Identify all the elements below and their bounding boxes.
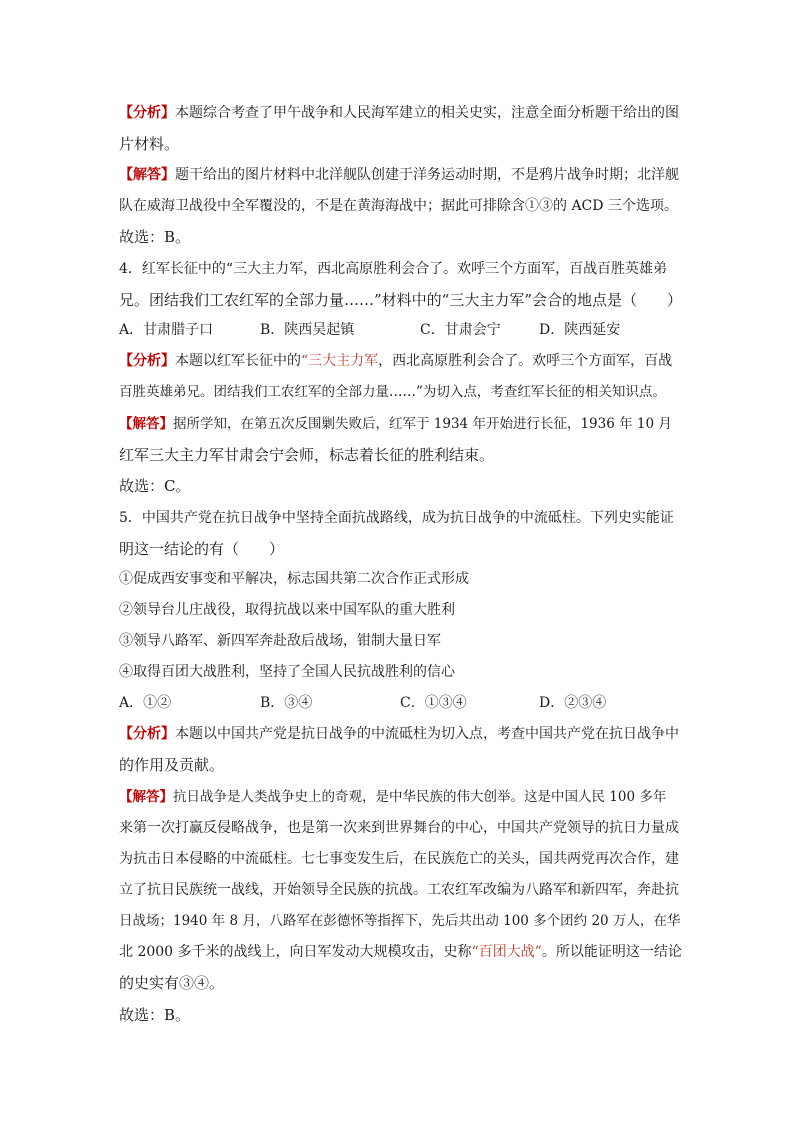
q4-analysis-line-1: 【分析】本题以红军长征中的“三大主力军，西北高原胜利会合了。欢呼三个方面军，百战 — [119, 353, 673, 369]
q3-analysis-line-2: 片材料。 — [119, 135, 180, 153]
q5-answer-line-2: 来第一次打赢反侵略战争，也是第一次来到世界舞台的中心，中国共产党领导的抗日力量成 — [119, 820, 679, 836]
q5-option-a: A．①② — [119, 695, 172, 711]
q4-analysis-line-2: 百胜英雄弟兄。团结我们工农红军的全部力量……”为切入点，考查红军长征的相关知识点。 — [119, 384, 666, 400]
q4-option-a: A．甘肃腊子口 — [119, 322, 214, 338]
q5-option-d: D．②③④ — [539, 695, 607, 711]
q4-answer-line-1: 【解答】据所学知，在第五次反围剿失败后，红军于 1934 年开始进行长征，1936 年 10 月 — [119, 416, 672, 432]
q4-stem-line-2: 兄。团结我们工农红军的全部力量……”材料中的“三大主力军”会合的地点是（ ） — [119, 291, 683, 309]
q3-analysis-line-1: 【分析】本题综合考查了甲午战争和人民海军建立的相关史实，注意全面分析题干给出的图 — [119, 105, 679, 121]
highlight-quote: “三大主力军 — [301, 353, 379, 369]
q3-result: 故选：B。 — [119, 228, 191, 246]
q5-answer-line-6: 北 2000 多千米的战线上，向日军发动大规模攻击，史称“百团大战”。所以能证明这一结论 — [119, 944, 682, 960]
q5-result: 故选：B。 — [119, 1006, 191, 1024]
analysis-label: 【分析】 — [119, 105, 175, 121]
q5-answer-line-3: 为抗击日本侵略的中流砥柱。七七事变发生后，在民族危亡的关头，国共两党再次合作，建 — [119, 851, 679, 867]
q5-analysis-line-2: 的作用及贡献。 — [119, 756, 225, 774]
q5-stem-line-1: 5．中国共产党在抗日战争中坚持全面抗战路线，成为抗日战争的中流砥柱。下列史实能证 — [119, 510, 674, 526]
q5-answer-line-5: 日战场；1940 年 8 月，八路军在彭德怀等指挥下，先后共出动 100 多个团约 20 万人，在华 — [119, 913, 681, 929]
q5-option-c: C．①③④ — [400, 695, 467, 711]
q5-item-1: ①促成西安事变和平解决，标志国共第二次合作正式形成 — [119, 571, 469, 587]
q5-option-b: B．③④ — [260, 695, 313, 711]
q4-option-c: C．甘肃会宁 — [420, 322, 501, 338]
q4-option-b: B．陕西吴起镇 — [260, 322, 355, 338]
q4-answer-line-2: 红军三大主力军甘肃会宁会师，标志着长征的胜利结束。 — [119, 446, 495, 464]
q5-answer-line-7: 的史实有③④。 — [119, 974, 225, 992]
q3-answer-line-2: 队在威海卫战役中全军覆没的，不是在黄海海战中；据此可排除含①③的 ACD 三个选项。 — [119, 198, 678, 214]
answer-label: 【解答】 — [119, 167, 175, 183]
q4-result: 故选：C。 — [119, 477, 191, 495]
answer-label: 【解答】 — [119, 416, 173, 432]
q3-answer-line-1: 【解答】题干给出的图片材料中北洋舰队创建于洋务运动时期，不是鸦片战争时期；北洋舰 — [119, 167, 679, 183]
q5-answer-line-1: 【解答】抗日战争是人类战争史上的奇观，是中华民族的伟大创举。这是中国人民 100 多年 — [119, 789, 667, 805]
q5-analysis-line-1: 【分析】本题以中国共产党是抗日战争的中流砥柱为切入点，考查中国共产党在抗日战争中 — [119, 726, 679, 742]
q5-item-4: ④取得百团大战胜利，坚持了全国人民抗战胜利的信心 — [119, 664, 455, 680]
q4-option-d: D．陕西延安 — [539, 322, 621, 338]
highlight-quote: “百团大战” — [471, 944, 542, 960]
q5-item-2: ②领导台儿庄战役，取得抗战以来中国军队的重大胜利 — [119, 602, 455, 618]
q5-stem-line-2: 明这一结论的有（ ） — [119, 540, 285, 558]
answer-label: 【解答】 — [119, 789, 173, 805]
analysis-label: 【分析】 — [119, 726, 175, 742]
q5-answer-line-4: 立了抗日民族统一战线，开始领导全民族的抗战。工农红军改编为八路军和新四军，奔赴抗 — [119, 882, 679, 898]
q5-item-3: ③领导八路军、新四军奔赴敌后战场，钳制大量日军 — [119, 633, 441, 649]
q4-stem-line-1: 4．红军长征中的“三大主力军，西北高原胜利会合了。欢呼三个方面军，百战百胜英雄弟 — [119, 261, 668, 277]
analysis-label: 【分析】 — [119, 353, 175, 369]
